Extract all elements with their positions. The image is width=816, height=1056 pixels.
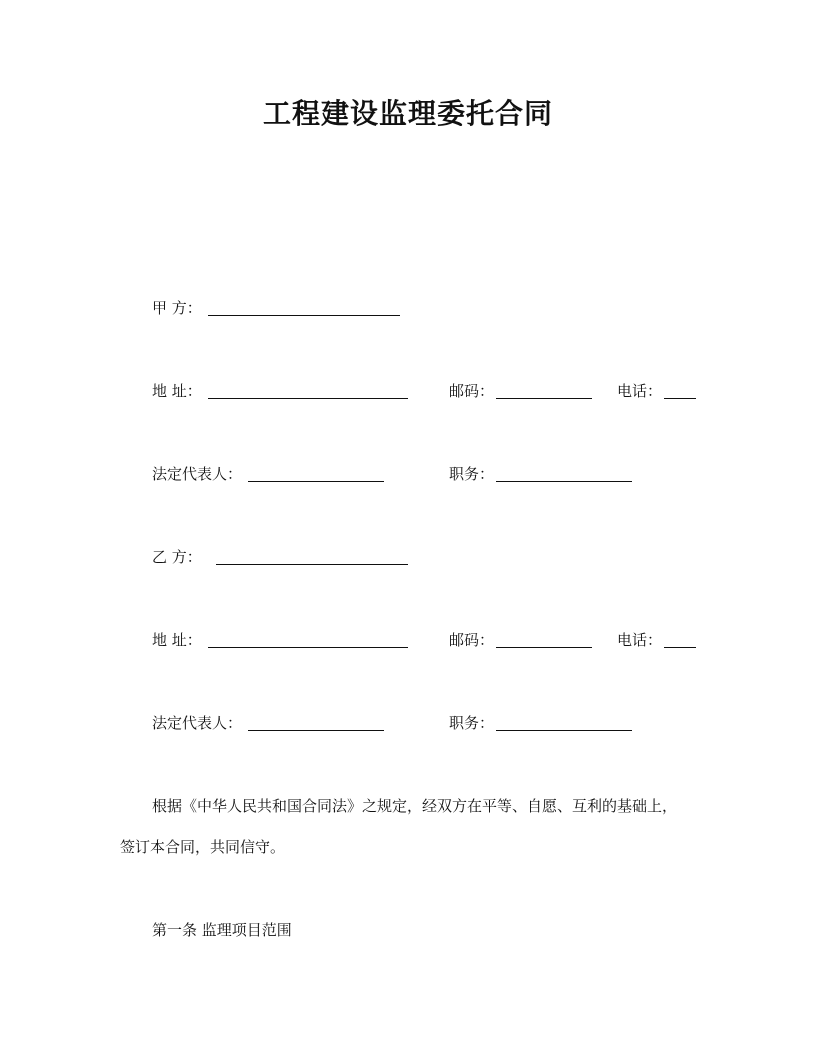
party-a-position-field[interactable] xyxy=(496,481,632,482)
document-title: 工程建设监理委托合同 xyxy=(262,97,553,130)
party-b-legal-rep-field[interactable] xyxy=(248,730,384,731)
party-b-legal-rep-label: 法定代表人： xyxy=(152,714,243,732)
party-a-legal-rep-row xyxy=(152,464,652,486)
party-a-legal-rep-field[interactable] xyxy=(248,481,384,482)
party-b-address-field[interactable] xyxy=(208,647,408,648)
party-b-address-row xyxy=(152,630,712,652)
party-a-legal-rep-label: 法定代表人： xyxy=(152,465,243,483)
party-a-label: 甲 方： xyxy=(152,299,202,317)
party-b-legal-rep-row xyxy=(152,713,652,735)
party-a-postcode-field[interactable] xyxy=(496,398,592,399)
intro-paragraph-line-1: 根据《中华人民共和国合同法》之规定，经双方在平等、自愿、互利的基础上， xyxy=(152,797,678,815)
party-b-postcode-field[interactable] xyxy=(496,647,592,648)
party-a-name-row xyxy=(152,298,452,320)
party-b-phone-label: 电话： xyxy=(617,631,663,649)
party-b-position-field[interactable] xyxy=(496,730,632,731)
intro-paragraph-line-2: 签订本合同，共同信守。 xyxy=(120,838,286,856)
party-b-name-row xyxy=(152,547,452,569)
party-a-postcode-label: 邮码： xyxy=(449,382,495,400)
party-a-position-label: 职务： xyxy=(449,465,495,483)
party-b-label: 乙 方： xyxy=(152,548,202,566)
party-a-address-label: 地 址： xyxy=(152,382,202,400)
party-a-address-row xyxy=(152,381,712,403)
party-b-postcode-label: 邮码： xyxy=(449,631,495,649)
party-a-phone-label: 电话： xyxy=(617,382,663,400)
party-b-name-field[interactable] xyxy=(216,564,408,565)
article-1-heading: 第一条 监理项目范围 xyxy=(152,921,292,939)
party-b-address-label: 地 址： xyxy=(152,631,202,649)
party-a-address-field[interactable] xyxy=(208,398,408,399)
party-a-name-field[interactable] xyxy=(208,315,400,316)
party-b-position-label: 职务： xyxy=(449,714,495,732)
party-b-phone-field[interactable] xyxy=(664,647,696,648)
party-a-phone-field[interactable] xyxy=(664,398,696,399)
